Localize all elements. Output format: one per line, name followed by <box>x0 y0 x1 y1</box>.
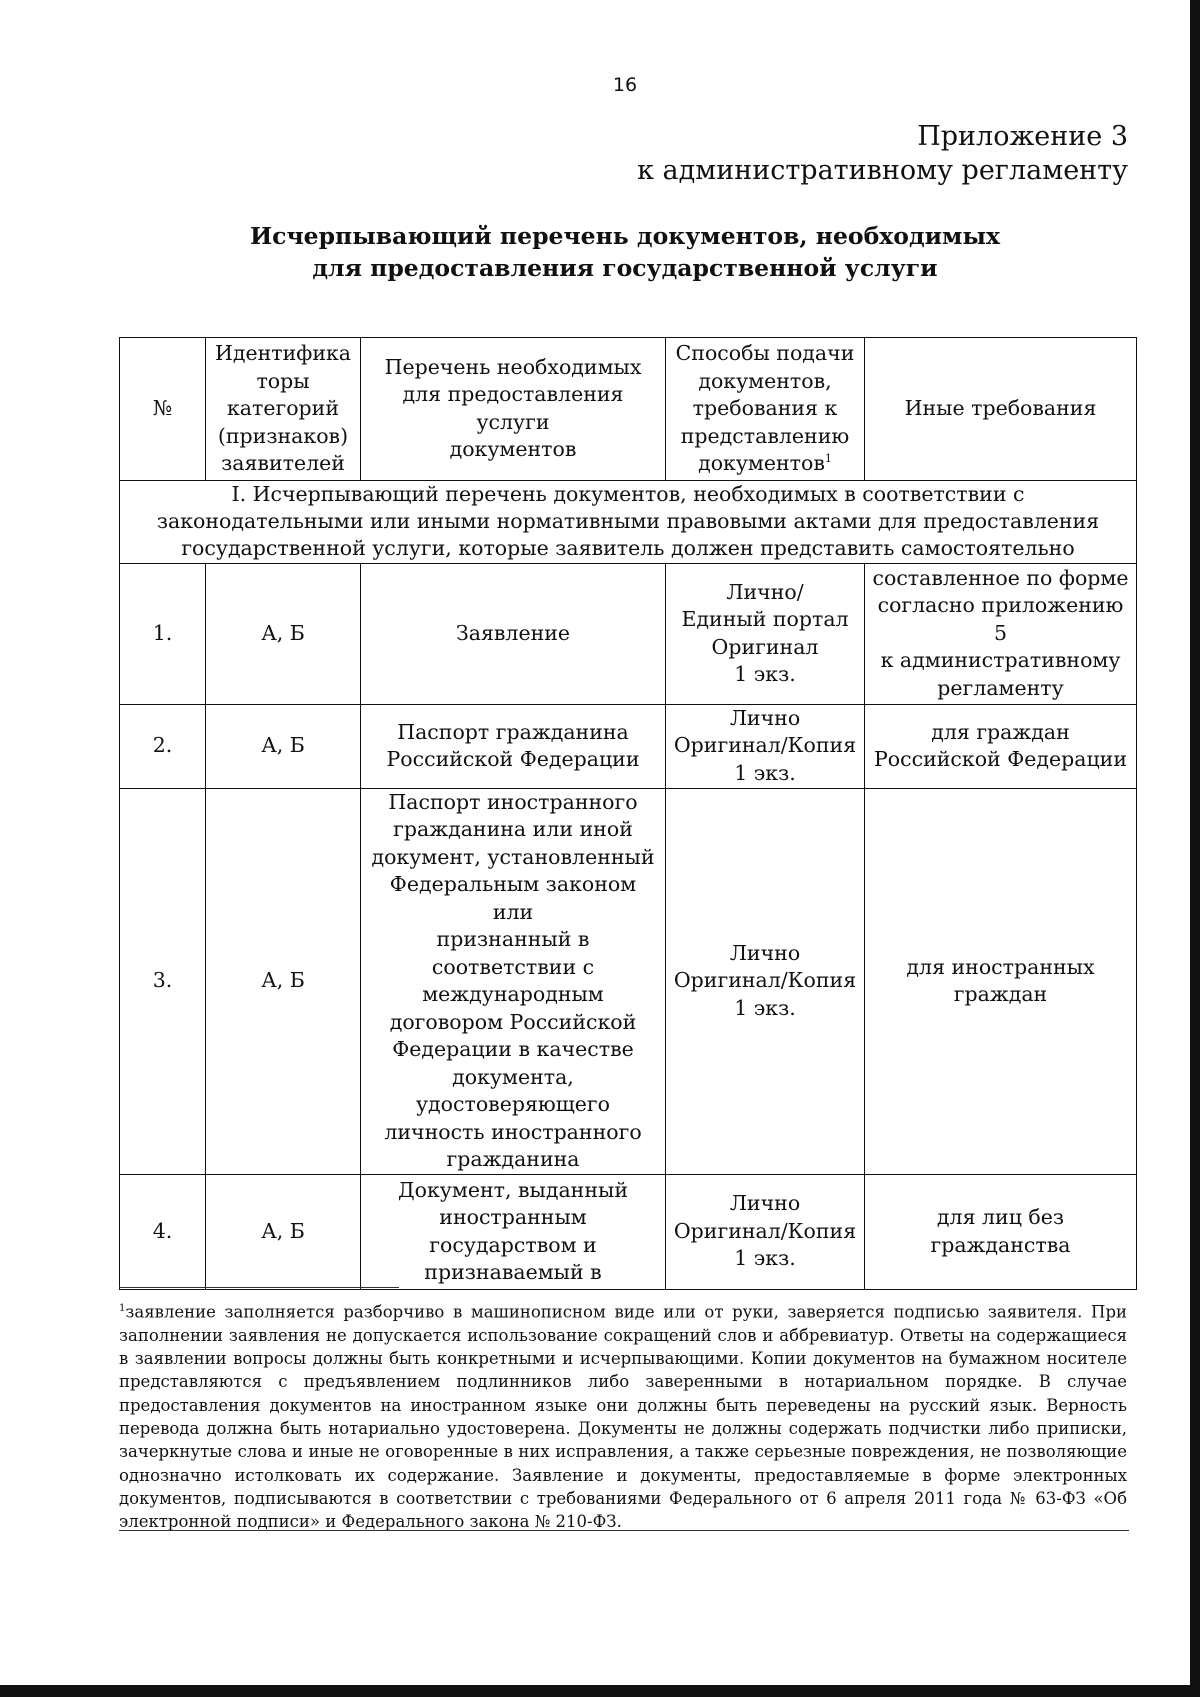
appendix-line-2: к административному регламенту <box>637 155 1128 186</box>
row-number: 4. <box>120 1174 206 1289</box>
footnote-text: заявление заполняется разборчиво в машинописном виде или от руки, заверяется подписью заявителя. При заполнении заявления не допускается использование сокращений слов и аббревиатур. Ответы на содержащиеся в заявлении вопросы должны быть конкретными и исчерпывающими. Копии документов на бумажном носителе представляются с предъявлением подлинников либо заверенными в нотариальном порядке. В случае предоставления документов на иностранном языке они должны быть переведены на русский язык. Верность перевода должна быть нотариально удостоверена. Документы не должны содержать подчистки либо приписки, зачеркнутые слова и иные не оговоренные в них исправления, а также серьезные повреждения, не позволяющие однозначно истолковать их содержание. Заявление и документы, предоставляемые в форме электронных документов, подписываются в соответствии с требованиями Федерального от 6 апреля 2011 года № 63-ФЗ «Об электронной подписи» и Федерального закона № 210-ФЗ. <box>119 1302 1127 1532</box>
row-document: Заявление <box>361 563 666 704</box>
footnote-mark: 1 <box>824 452 832 466</box>
row-category: А, Б <box>206 1174 361 1289</box>
row-method: Лично Оригинал/Копия 1 экз. <box>666 704 865 788</box>
row-method: Лично Оригинал/Копия 1 экз. <box>666 788 865 1174</box>
row-number: 1. <box>120 563 206 704</box>
section-heading: I. Исчерпывающий перечень документов, необходимых в соответствии с законодательными или иными нормативными правовыми актами для предоставления государственной услуги, которые заявитель должен представить самостоятельно <box>120 480 1137 563</box>
scan-border-right <box>1190 0 1200 1697</box>
row-other: составленное по форме согласно приложению 5 к административному регламенту <box>865 563 1137 704</box>
row-other: для лиц без гражданства <box>865 1174 1137 1289</box>
row-document: Паспорт иностранного гражданина или иной документ, установленный Федеральным законом или признанный в соответствии с международным договором Российской Федерации в качестве документа, удостоверяющего личность иностранного гражданина <box>361 788 666 1174</box>
table-row <box>120 704 1137 788</box>
row-category: А, Б <box>206 563 361 704</box>
row-other: для граждан Российской Федерации <box>865 704 1137 788</box>
table-row <box>120 1174 1137 1289</box>
scan-border-bottom <box>0 1685 1200 1697</box>
header-documents: Перечень необходимых для предоставления услуги документов <box>361 338 666 481</box>
row-document: Паспорт гражданина Российской Федерации <box>361 704 666 788</box>
header-category: Идентифика торы категорий (признаков) заявителей <box>206 338 361 481</box>
row-category: А, Б <box>206 704 361 788</box>
row-method: Лично Оригинал/Копия 1 экз. <box>666 1174 865 1289</box>
header-methods <box>666 338 865 481</box>
row-method: Лично/ Единый портал Оригинал 1 экз. <box>666 563 865 704</box>
section-row <box>120 480 1137 563</box>
row-other: для иностранных граждан <box>865 788 1137 1174</box>
row-number: 3. <box>120 788 206 1174</box>
row-number: 2. <box>120 704 206 788</box>
footnote <box>119 1297 1127 1533</box>
title-line-1: Исчерпывающий перечень документов, необходимых <box>249 222 1001 250</box>
table-header-row <box>120 338 1137 481</box>
title-line-2: для предоставления государственной услуги <box>312 254 938 282</box>
row-document: Документ, выданный иностранным государством и признаваемый в <box>361 1174 666 1289</box>
documents-table <box>119 337 1137 1290</box>
table-row <box>120 788 1137 1174</box>
footnote-number: 1 <box>119 1303 126 1314</box>
row-category: А, Б <box>206 788 361 1174</box>
appendix-line-1: Приложение 3 <box>917 121 1128 152</box>
header-number: № <box>120 338 206 481</box>
table-row <box>120 563 1137 704</box>
footnote-end-line <box>119 1530 1129 1531</box>
appendix-caption <box>637 120 1128 188</box>
footnote-separator <box>119 1287 399 1288</box>
document-title <box>0 220 1200 284</box>
page-number: 16 <box>612 74 638 96</box>
header-methods-text: Способы подачи документов, требования к представлению документов <box>675 341 855 475</box>
header-other: Иные требования <box>865 338 1137 481</box>
